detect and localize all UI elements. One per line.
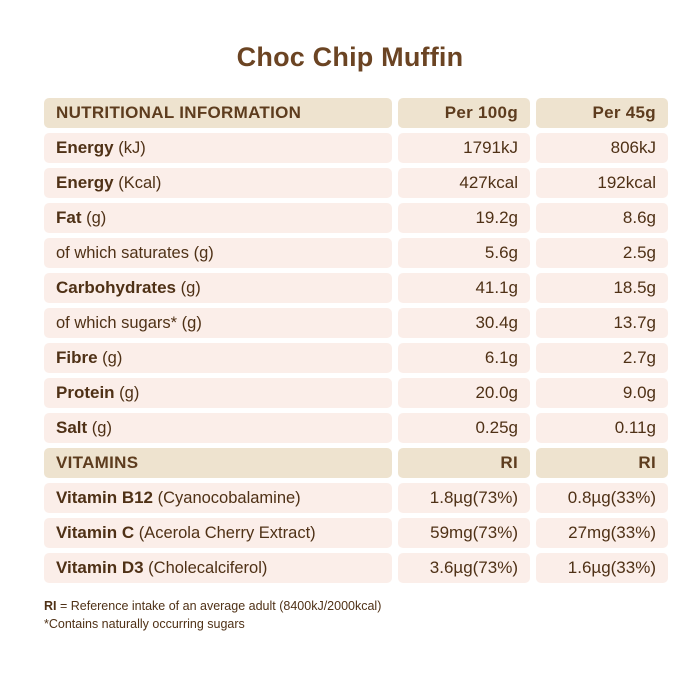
row-value-100g: 41.1g [398, 273, 530, 303]
row-label: Energy (kJ) [44, 133, 392, 163]
row-value-45g: 0.8µg(33%) [536, 483, 668, 513]
row-value-100g: 59mg(73%) [398, 518, 530, 548]
row-value-100g: 0.25g [398, 413, 530, 443]
row-value-45g: 2.5g [536, 238, 668, 268]
row-value-100g: 427kcal [398, 168, 530, 198]
row-value-100g: 19.2g [398, 203, 530, 233]
row-label: Protein (g) [44, 378, 392, 408]
sugars-footnote: *Contains naturally occurring sugars [44, 617, 245, 632]
table-row [44, 483, 668, 513]
row-value-45g: 1.6µg(33%) [536, 553, 668, 583]
row-label: of which saturates (g) [44, 238, 392, 268]
page-title: Choc Chip Muffin [236, 42, 464, 72]
row-label: Vitamin B12 (Cyanocobalamine) [44, 483, 392, 513]
row-label: Salt (g) [44, 413, 392, 443]
table-row [44, 343, 668, 373]
table-row [44, 133, 668, 163]
row-value-100g: 30.4g [398, 308, 530, 338]
row-value-45g: 0.11g [536, 413, 668, 443]
row-value-100g: 20.0g [398, 378, 530, 408]
row-label: Vitamin C (Acerola Cherry Extract) [44, 518, 392, 548]
row-value-45g: 13.7g [536, 308, 668, 338]
vitamins-header-row [44, 448, 668, 478]
row-label: Carbohydrates (g) [44, 273, 392, 303]
ri-footnote: RI = Reference intake of an average adult (8400kJ/2000kcal) [44, 599, 382, 613]
table-row [44, 308, 668, 338]
vitamins-header-ri-45g: RI [536, 448, 668, 478]
table-row [44, 553, 668, 583]
row-value-100g: 5.6g [398, 238, 530, 268]
row-value-45g: 9.0g [536, 378, 668, 408]
table-row [44, 203, 668, 233]
table-row [44, 413, 668, 443]
row-label: Fat (g) [44, 203, 392, 233]
vitamins-header-label: VITAMINS [44, 448, 392, 478]
vitamins-header-ri-100g: RI [398, 448, 530, 478]
header-per-100g: Per 100g [398, 98, 530, 128]
row-value-45g: 18.5g [536, 273, 668, 303]
row-label: of which sugars* (g) [44, 308, 392, 338]
footnotes [44, 597, 656, 633]
table-header-row [44, 98, 668, 128]
header-label: NUTRITIONAL INFORMATION [44, 98, 392, 128]
row-value-100g: 3.6µg(73%) [398, 553, 530, 583]
row-label: Fibre (g) [44, 343, 392, 373]
table-row [44, 168, 668, 198]
row-label: Vitamin D3 (Cholecalciferol) [44, 553, 392, 583]
table-row [44, 518, 668, 548]
row-value-100g: 1791kJ [398, 133, 530, 163]
row-label: Energy (Kcal) [44, 168, 392, 198]
row-value-100g: 1.8µg(73%) [398, 483, 530, 513]
table-row [44, 238, 668, 268]
row-value-45g: 192kcal [536, 168, 668, 198]
table-row [44, 378, 668, 408]
row-value-45g: 2.7g [536, 343, 668, 373]
row-value-100g: 6.1g [398, 343, 530, 373]
row-value-45g: 806kJ [536, 133, 668, 163]
table-row [44, 273, 668, 303]
nutrition-table [38, 93, 674, 588]
row-value-45g: 27mg(33%) [536, 518, 668, 548]
row-value-45g: 8.6g [536, 203, 668, 233]
header-per-45g: Per 45g [536, 98, 668, 128]
